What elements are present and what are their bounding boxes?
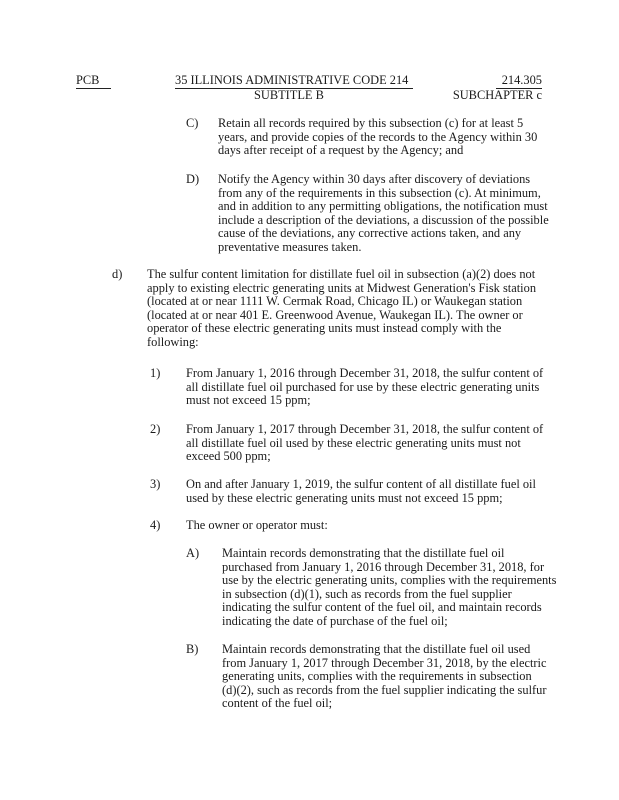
text-line: generating units, complies with the requirements in subsection (222, 669, 532, 683)
item-label-2: 2) (150, 422, 161, 436)
item-label-b: B) (186, 642, 199, 656)
item-text-1 (186, 367, 543, 408)
text-line: must not exceed 15 ppm; (186, 393, 311, 407)
text-line: indicating the sulfur content of the fuel oil, and maintain records (222, 600, 542, 614)
text-line: cause of the deviations, any corrective actions taken, and any (218, 226, 522, 240)
item-text-c (218, 117, 537, 158)
text-line: used by these electric generating units must not exceed 15 ppm; (186, 490, 503, 505)
item-text-a (222, 547, 556, 628)
header-subchapter: SUBCHAPTER c (452, 88, 542, 102)
text-line: preventative measures taken. (218, 239, 362, 254)
text-line: from January 1, 2017 through December 31, 2018, by the electric (222, 655, 547, 670)
item-label-c: C) (186, 116, 199, 130)
header-left-pcb: PCB (76, 73, 100, 87)
item-label-d-upper: D) (186, 172, 200, 186)
text-line: exceed 500 ppm; (186, 449, 271, 463)
text-line: all distillate fuel oil purchased for use by these electric generating units (186, 379, 540, 394)
text-line: From January 1, 2016 through December 31, 2018, the sulfur content of (186, 366, 544, 380)
item-text-4 (186, 519, 328, 533)
item-label-a: A) (186, 546, 200, 560)
text-line: Maintain records demonstrating that the distillate fuel oil (222, 546, 505, 560)
text-line: days after receipt of a request by the Agency; and (218, 143, 464, 157)
text-line: include a description of the deviations, a discussion of the possible (218, 212, 549, 227)
text-line: apply to existing electric generating units at Midwest Generation's Fisk station (147, 280, 537, 295)
text-line: Maintain records demonstrating that the distillate fuel oil used (222, 642, 531, 656)
text-line: content of the fuel oil; (222, 696, 333, 710)
header-code-title: 35 ILLINOIS ADMINISTRATIVE CODE 214 (175, 73, 409, 87)
item-text-2 (186, 423, 543, 464)
item-label-3: 3) (150, 477, 161, 491)
header-left-rule (76, 88, 111, 89)
text-line: (located at or near 401 E. Greenwood Avenue, Waukegan IL). The owner or (147, 307, 523, 322)
text-line: (d)(2), such as records from the fuel supplier indicating the sulfur (222, 682, 547, 697)
text-line: from any of the requirements in this subsection (c). At minimum, (218, 185, 541, 200)
item-text-3 (186, 478, 536, 505)
text-line: Retain all records required by this subsection (c) for at least 5 (218, 116, 524, 130)
text-line: and in addition to any permitting obligations, the notification must (218, 199, 548, 213)
subsection-text-d (147, 268, 536, 349)
header-section-number: 214.305 (501, 73, 542, 87)
text-line: The sulfur content limitation for distillate fuel oil in subsection (a)(2) does not (147, 267, 536, 281)
text-line: years, and provide copies of the records to the Agency within 30 (218, 129, 538, 144)
text-line: The owner or operator must: (186, 518, 328, 532)
text-line: (located at or near 1111 W. Cermak Road, Chicago IL) or Waukegan station (147, 294, 523, 308)
text-line: indicating the date of purchase of the fuel oil; (222, 613, 448, 628)
text-line: use by the electric generating units, complies with the requirements (222, 573, 557, 587)
item-text-d-upper (218, 173, 549, 254)
text-line: From January 1, 2017 through December 31, 2018, the sulfur content of (186, 422, 544, 436)
text-line: all distillate fuel oil used by these electric generating units must not (186, 435, 521, 450)
item-text-b (222, 643, 546, 711)
text-line: operator of these electric generating units must instead comply with the (147, 321, 502, 335)
header-subtitle: SUBTITLE B (254, 88, 324, 102)
item-label-1: 1) (150, 366, 161, 380)
subsection-label-d: d) (112, 267, 123, 281)
text-line: On and after January 1, 2019, the sulfur content of all distillate fuel oil (186, 477, 536, 491)
text-line: in subsection (d)(1), such as records from the fuel supplier (222, 586, 512, 601)
text-line: purchased from January 1, 2016 through December 31, 2018, for (222, 559, 545, 574)
text-line: Notify the Agency within 30 days after discovery of deviations (218, 172, 531, 186)
text-line: following: (147, 334, 199, 349)
item-label-4: 4) (150, 518, 161, 532)
